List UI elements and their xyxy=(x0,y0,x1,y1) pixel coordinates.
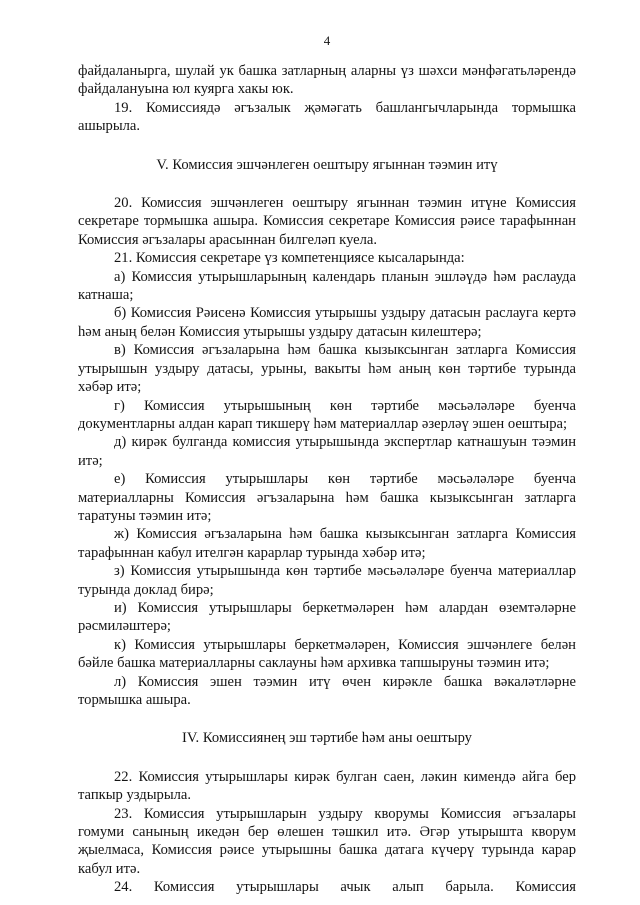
paragraph: в) Комиссия әгъзаларына һәм башка кызыксынган затларга Комиссия утырышын уздыру датасы, урыны, вакыты һәм аның көн тәртибе турында хәбәр итә; xyxy=(78,342,576,396)
section-heading: V. Комиссия эшчәнлеген оештыру ягыннан тәэмин итү xyxy=(156,156,498,173)
paragraph: л) Комиссия эшен тәэмин итү өчен кирәкле башка вәкаләтләрне тормышка ашыра. xyxy=(78,673,576,708)
paragraph: 23. Комиссия утырышларын уздыру кворумы Комиссия әгъзалары гомуми санының икедән бер өлешен тәшкил итә. Әгәр утырышта кворум җыелмаса, Комиссия рәисе утырышны башка датага күчерү турында карар кабул итә. xyxy=(78,805,576,877)
spacer xyxy=(78,174,576,194)
document-body xyxy=(78,62,576,897)
section-heading: IV. Комиссиянең эш тәртибе һәм аны оештыру xyxy=(182,730,472,747)
paragraph: 20. Комиссия эшчәнлеген оештыру ягыннан тәэмин итүне Комиссия секретаре тормышка ашыра. Комиссия секретаре Комиссия рәисе тарафыннан Комиссия әгъзалары арасыннан билгеләп куела. xyxy=(78,195,576,248)
paragraph: 19. Комиссиядә әгъзалык җәмәгать башлангычларында тормышка ашырыла. xyxy=(78,99,576,135)
spacer xyxy=(78,136,576,156)
spacer xyxy=(78,748,576,768)
paragraph: 21. Комиссия секретаре үз компетенциясе кысаларында: xyxy=(114,250,465,267)
paragraph: а) Комиссия утырышларының календарь планын эшләүдә һәм раслауда катнаша; xyxy=(78,268,576,304)
paragraph: е) Комиссия утырышлары көн тәртибе мәсьәләләре буенча материалларны Комиссия әгъзаларына һәм башка кызыксынган затларга таратуны тәэмин итә; xyxy=(78,471,576,524)
paragraph: файдаланырга, шулай ук башка затларның аларны үз шәхси мәнфәгатьләрендә файдалануына юл куярга хакы юк. xyxy=(78,63,576,98)
paragraph: б) Комиссия Рәисенә Комиссия утырышы уздыру датасын раслауга кертә һәм аның белән Комиссия утырышы уздыру датасын килештерә; xyxy=(78,305,576,340)
paragraph: к) Комиссия утырышлары беркетмәләрен, Комиссия эшчәнлеге белән бәйле башка материалларны саклауны һәм архивка тапшыруны тәэмин итә; xyxy=(78,636,576,672)
paragraph: з) Комиссия утырышында көн тәртибе мәсьәләләре буенча материаллар турында доклад бирә; xyxy=(78,563,576,598)
paragraph: и) Комиссия утырышлары беркетмәләрен һәм алардан өземтәләрне рәсмиләштерә; xyxy=(78,599,576,635)
paragraph: д) кирәк булганда комиссия утырышында экспертлар катнашуын тәэмин итә; xyxy=(78,434,576,469)
spacer xyxy=(78,709,576,729)
paragraph: 22. Комиссия утырышлары кирәк булган саен, ләкин кимендә айга бер тапкыр уздырыла. xyxy=(78,768,576,804)
paragraph: ж) Комиссия әгъзаларына һәм башка кызыксынган затларга Комиссия тарафыннан кабул ителгән карарлар турында хәбәр итә; xyxy=(78,526,576,561)
page-number: 4 xyxy=(323,33,331,48)
paragraph: 24. Комиссия утырышлары ачык алып барыла. Комиссия xyxy=(114,879,576,896)
paragraph: г) Комиссия утырышының көн тәртибе мәсьәләләре буенча документларны алдан карап тикшерү һәм материаллар әзерләү эшен оештыра; xyxy=(78,397,576,432)
